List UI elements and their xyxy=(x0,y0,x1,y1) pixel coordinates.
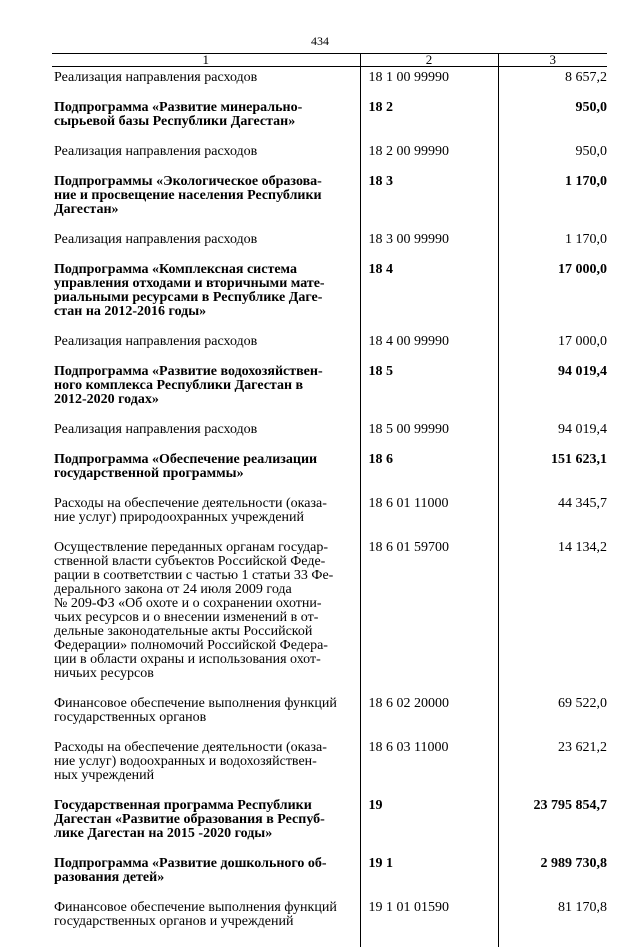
row-name-cell xyxy=(52,495,360,539)
row-amount-cell: 950,0 xyxy=(498,143,607,173)
table-row xyxy=(52,855,607,899)
row-name-line: лике Дагестан на 2015 -2020 годы» xyxy=(54,827,354,841)
row-name-cell xyxy=(52,539,360,695)
table-header-row xyxy=(52,54,607,67)
row-name-line: Финансовое обеспечение выполнения функций xyxy=(54,697,354,711)
row-name-line: № 209-ФЗ «Об охоте и о сохранении охотни- xyxy=(54,597,354,611)
row-amount-cell: 69 522,0 xyxy=(498,695,607,739)
row-name-line: Реализация направления расходов xyxy=(54,423,354,437)
row-amount-cell: 17 000,0 xyxy=(498,261,607,333)
row-name-line: управления отходами и вторичными мате- xyxy=(54,277,354,291)
row-name-line: Подпрограмма «Развитие минерально- xyxy=(54,101,354,115)
column-header-1: 1 xyxy=(52,54,360,67)
row-code-cell: 19 1 01 01590 xyxy=(360,899,498,947)
row-name-cell xyxy=(52,739,360,797)
row-amount-cell: 23 795 854,7 xyxy=(498,797,607,855)
table-row xyxy=(52,333,607,363)
row-name-line: рации в соответствии с частью 1 статьи 33 Фе- xyxy=(54,569,354,583)
page-number: 434 xyxy=(0,34,640,49)
table-row xyxy=(52,899,607,947)
budget-table xyxy=(52,53,607,947)
column-header-2: 2 xyxy=(360,54,498,67)
row-name-line: ного комплекса Республики Дагестан в xyxy=(54,379,354,393)
row-name-line: Подпрограмма «Обеспечение реализации xyxy=(54,453,354,467)
row-code-cell: 18 4 00 99990 xyxy=(360,333,498,363)
row-name-cell xyxy=(52,363,360,421)
row-name-cell xyxy=(52,333,360,363)
row-code-cell: 18 6 02 20000 xyxy=(360,695,498,739)
row-amount-cell: 8 657,2 xyxy=(498,67,607,100)
row-name-cell xyxy=(52,173,360,231)
row-name-line: Подпрограммы «Экологическое образова- xyxy=(54,175,354,189)
row-code-cell: 18 1 00 99990 xyxy=(360,67,498,100)
row-name-line: ние услуг) водоохранных и водохозяйствен- xyxy=(54,755,354,769)
table-row xyxy=(52,421,607,451)
row-name-line: дельные законодательные акты Российской xyxy=(54,625,354,639)
row-amount-cell: 2 989 730,8 xyxy=(498,855,607,899)
row-name-line: ных учреждений xyxy=(54,769,354,783)
row-code-cell: 18 2 xyxy=(360,99,498,143)
row-name-cell xyxy=(52,143,360,173)
row-name-cell xyxy=(52,855,360,899)
row-name-line: Государственная программа Республики xyxy=(54,799,354,813)
row-name-line: ничьих ресурсов xyxy=(54,667,354,681)
row-code-cell: 18 6 xyxy=(360,451,498,495)
row-name-line: ние и просвещение населения Республики xyxy=(54,189,354,203)
row-name-line: стан на 2012-2016 годы» xyxy=(54,305,354,319)
table-row xyxy=(52,695,607,739)
row-name-cell xyxy=(52,451,360,495)
table-body xyxy=(52,67,607,947)
table-row xyxy=(52,739,607,797)
row-name-line: государственных органов и учреждений xyxy=(54,915,354,929)
row-name-cell xyxy=(52,899,360,947)
table-row xyxy=(52,231,607,261)
row-name-line: Дагестан «Развитие образования в Респуб- xyxy=(54,813,354,827)
row-name-line: дерального закона от 24 июля 2009 года xyxy=(54,583,354,597)
row-code-cell: 18 6 03 11000 xyxy=(360,739,498,797)
row-amount-cell: 17 000,0 xyxy=(498,333,607,363)
row-name-cell xyxy=(52,797,360,855)
row-code-cell: 18 2 00 99990 xyxy=(360,143,498,173)
table-row xyxy=(52,797,607,855)
row-amount-cell: 94 019,4 xyxy=(498,363,607,421)
row-name-line: чьих ресурсов и о внесении изменений в от- xyxy=(54,611,354,625)
row-name-line: государственных органов xyxy=(54,711,354,725)
row-name-cell xyxy=(52,421,360,451)
row-name-line: Дагестан» xyxy=(54,203,354,217)
table-row xyxy=(52,67,607,100)
row-name-line: Реализация направления расходов xyxy=(54,335,354,349)
row-code-cell: 18 3 xyxy=(360,173,498,231)
row-name-line: Подпрограмма «Развитие дошкольного об- xyxy=(54,857,354,871)
table-row xyxy=(52,495,607,539)
row-name-line: Подпрограмма «Развитие водохозяйствен- xyxy=(54,365,354,379)
row-amount-cell: 1 170,0 xyxy=(498,231,607,261)
row-name-cell xyxy=(52,99,360,143)
column-header-3: 3 xyxy=(498,54,607,67)
table-row xyxy=(52,99,607,143)
row-name-cell xyxy=(52,695,360,739)
row-name-line: сырьевой базы Республики Дагестан» xyxy=(54,115,354,129)
row-amount-cell: 94 019,4 xyxy=(498,421,607,451)
row-amount-cell: 950,0 xyxy=(498,99,607,143)
row-amount-cell: 151 623,1 xyxy=(498,451,607,495)
row-amount-cell: 81 170,8 xyxy=(498,899,607,947)
row-code-cell: 18 6 01 59700 xyxy=(360,539,498,695)
row-name-line: Расходы на обеспечение деятельности (оказа- xyxy=(54,497,354,511)
table-row xyxy=(52,363,607,421)
row-name-cell xyxy=(52,67,360,100)
row-name-line: ние услуг) природоохранных учреждений xyxy=(54,511,354,525)
row-name-line: Реализация направления расходов xyxy=(54,71,354,85)
table-row xyxy=(52,261,607,333)
row-name-line: разования детей» xyxy=(54,871,354,885)
row-code-cell: 18 4 xyxy=(360,261,498,333)
row-name-line: Финансовое обеспечение выполнения функций xyxy=(54,901,354,915)
row-name-line: Подпрограмма «Комплексная система xyxy=(54,263,354,277)
table-row xyxy=(52,173,607,231)
row-name-line: Реализация направления расходов xyxy=(54,233,354,247)
row-code-cell: 18 3 00 99990 xyxy=(360,231,498,261)
row-code-cell: 19 1 xyxy=(360,855,498,899)
row-amount-cell: 14 134,2 xyxy=(498,539,607,695)
row-amount-cell: 1 170,0 xyxy=(498,173,607,231)
row-name-line: Расходы на обеспечение деятельности (оказа- xyxy=(54,741,354,755)
row-name-line: Осуществление переданных органам государ- xyxy=(54,541,354,555)
row-name-line: риальными ресурсами в Республике Даге- xyxy=(54,291,354,305)
row-amount-cell: 44 345,7 xyxy=(498,495,607,539)
row-name-line: Реализация направления расходов xyxy=(54,145,354,159)
row-name-line: Федерации» полномочий Российской Федера- xyxy=(54,639,354,653)
row-code-cell: 18 5 xyxy=(360,363,498,421)
row-name-line: 2012-2020 годах» xyxy=(54,393,354,407)
table-row xyxy=(52,143,607,173)
row-name-line: ственной власти субъектов Российской Феде- xyxy=(54,555,354,569)
table-row xyxy=(52,539,607,695)
table-row xyxy=(52,451,607,495)
row-code-cell: 18 6 01 11000 xyxy=(360,495,498,539)
row-name-cell xyxy=(52,261,360,333)
row-name-line: государственной программы» xyxy=(54,467,354,481)
row-code-cell: 19 xyxy=(360,797,498,855)
row-name-line: ции в области охраны и использования охот- xyxy=(54,653,354,667)
row-name-cell xyxy=(52,231,360,261)
row-code-cell: 18 5 00 99990 xyxy=(360,421,498,451)
row-amount-cell: 23 621,2 xyxy=(498,739,607,797)
